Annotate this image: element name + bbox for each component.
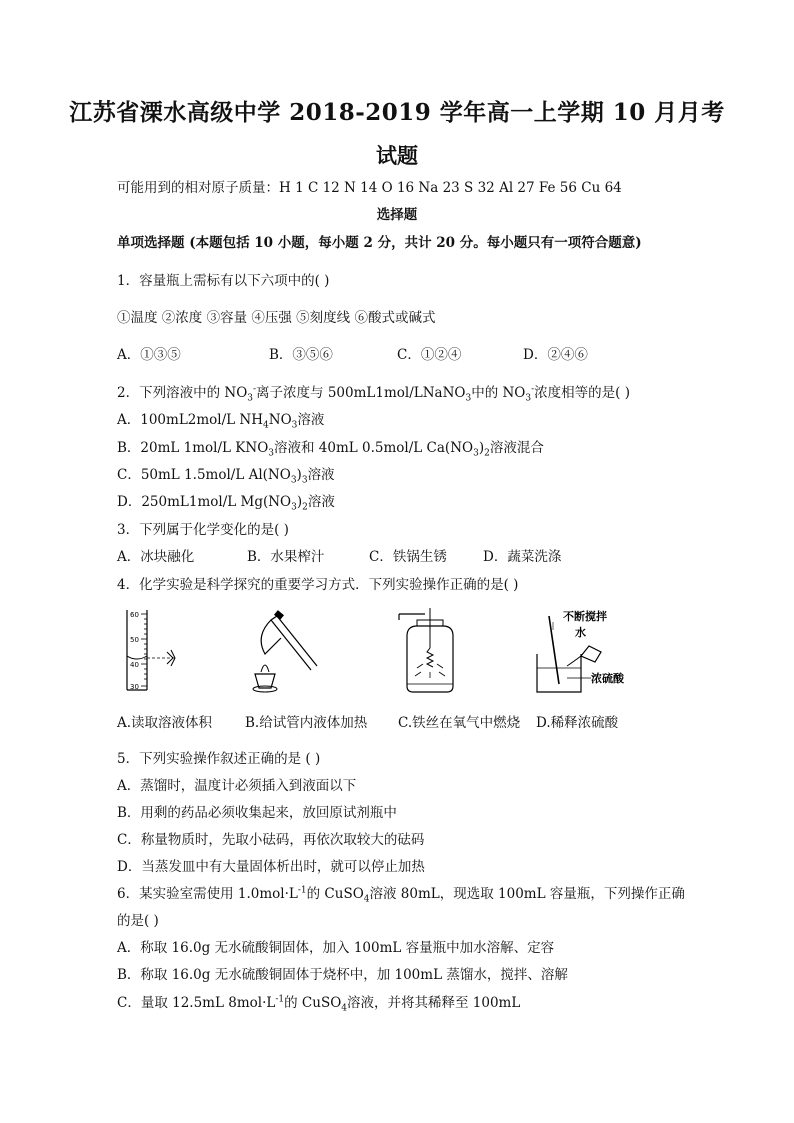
q3-option-b: B．水果榨汁	[247, 549, 325, 565]
tick-label-30: 30	[130, 683, 139, 691]
q1-option-b: B．③⑤⑥	[269, 347, 333, 363]
exam-title-line2: 试题	[376, 143, 418, 168]
label-stir: 不断搅拌	[563, 610, 607, 623]
q1-stem: 1．容量瓶上需标有以下六项中的( )	[117, 273, 330, 289]
tick-label-40: 40	[130, 661, 139, 669]
q3-stem: 3．下列属于化学变化的是( )	[117, 522, 289, 538]
q5-stem: 5．下列实验操作叙述正确的是 ( )	[117, 751, 321, 767]
q4-caption-a: A.读取溶液体积	[117, 715, 213, 731]
graduated-cylinder-figure	[117, 606, 187, 696]
q1-option-c: C．①②④	[397, 347, 462, 363]
q4-caption-b: B.给试管内液体加热	[245, 715, 368, 731]
tick-label-60: 60	[130, 611, 139, 619]
test-tube-heating-figure	[237, 606, 327, 696]
q2-option-c: C．50mL 1.5mol/L $Al(NO_3)_3$溶液	[117, 467, 335, 486]
q6-option-a: A．称取 16.0g 无水硫酸铜固体，加入 100mL 容量瓶中加水溶解、定容	[117, 940, 555, 956]
exam-title: 江苏省溧水高级中学 2018-2019 学年高一上学期 10 月月考	[69, 99, 725, 126]
atomic-masses: 可能用到的相对原子质量：H 1 C 12 N 14 O 16 Na 23 S 32 Al 27 Fe 56 Cu 64	[117, 180, 622, 196]
q4-caption-c: C.铁丝在氧气中燃烧	[398, 715, 521, 731]
q4-stem: 4．化学实验是科学探究的重要学习方式．下列实验操作正确的是( )	[117, 577, 519, 593]
q6-stem-line2: 的是( )	[117, 913, 159, 929]
iron-wire-burning-figure	[395, 606, 465, 696]
q1-items: ①温度 ②浓度 ③容量 ④压强 ⑤刻度线 ⑥酸式或碱式	[117, 310, 436, 326]
q2-option-d: D．250mL1mol/L $Mg(NO_3)_2$溶液	[117, 494, 335, 513]
q6-option-c: C．量取 12.5mL $8mol\cdot L^{-1}$的 CuSO$_4$溶液，并将其稀释至 100mL	[117, 994, 521, 1014]
q2-option-b: B．20mL 1mol/L $KNO_3$溶液和 40mL 0.5mol/L $Ca(NO_3)_2$溶液混合	[117, 440, 544, 459]
q4-caption-d: D.稀释浓硫酸	[536, 715, 619, 731]
q2-stem: 2．下列溶液中的 $NO_3^-$离子浓度与 500mL1mol/LNaNO$_3$中的 $NO_3^-$浓度相等的是( )	[117, 384, 630, 404]
tick-label-50: 50	[130, 636, 139, 644]
q3-option-d: D．蔬菜洗涤	[483, 549, 562, 565]
q1-option-d: D．②④⑥	[523, 347, 588, 363]
q5-option-d: D．当蒸发皿中有大量固体析出时，就可以停止加热	[117, 859, 425, 875]
q1-options	[117, 346, 588, 364]
section-title: 选择题	[376, 207, 418, 223]
q2-option-a: A．100mL2mol/L $NH_4NO_3$溶液	[117, 412, 325, 431]
q3-options	[117, 548, 561, 566]
q5-option-a: A．蒸馏时，温度计必须插入到液面以下	[117, 778, 357, 794]
q5-option-b: B．用剩的药品必须收集起来，放回原试剂瓶中	[117, 805, 397, 821]
q4-captions	[117, 711, 618, 731]
q3-option-c: C．铁锅生锈	[369, 549, 447, 565]
q3-option-a: A．冰块融化	[117, 549, 195, 565]
q6-option-b: B．称取 16.0g 无水硫酸铜固体于烧杯中，加 100mL 蒸馏水，搅拌、溶解	[117, 967, 568, 983]
q6-stem: 6．某实验室需使用 $1.0mol\cdot L^{-1}$的 CuSO$_4$溶液 80mL，现选取 100mL 容量瓶，下列操作正确	[117, 885, 685, 905]
q4-figures	[117, 606, 637, 706]
label-water: 水	[575, 626, 586, 639]
label-acid: 浓硫酸	[591, 672, 624, 685]
q5-option-c: C．称量物质时，先取小砝码，再依次取较大的砝码	[117, 832, 425, 848]
section-instruction: 单项选择题 (本题包括 10 小题，每小题 2 分，共计 20 分。每小题只有一项符合题意)	[117, 235, 642, 251]
q1-option-a: A．①③⑤	[117, 347, 181, 363]
diluting-acid-figure	[527, 606, 637, 698]
